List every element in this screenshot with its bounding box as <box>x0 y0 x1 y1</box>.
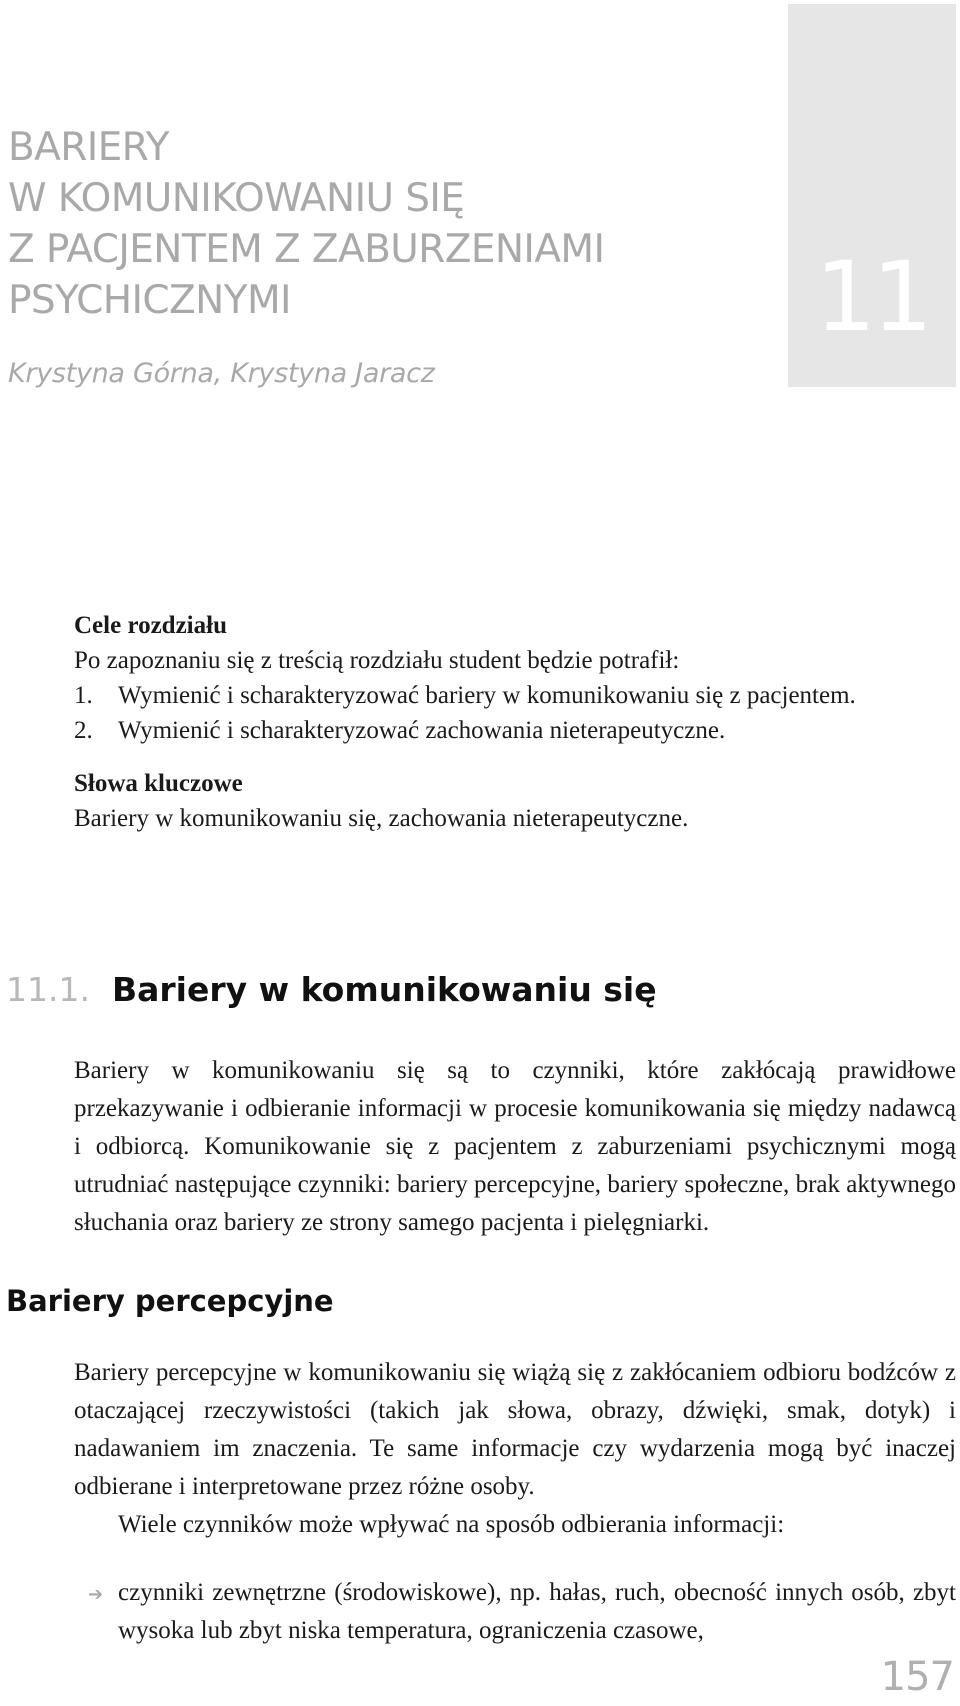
goal-number: 1. <box>74 682 93 709</box>
section-number: 11.1. <box>6 970 90 1009</box>
subsection-paragraph: Bariery percepcyjne w komunikowaniu się wiążą się z zakłócaniem odbioru bodźców z otaczającej rzeczywistości (takich jak słowa, obrazy, dźwięki, smak, dotyk) i nadawaniem im znaczenia. Te same informacje czy wydarzenia mogą być inaczej odbierane i interpretowane przez różne osoby. <box>74 1359 956 1500</box>
subsection-body <box>74 1354 956 1544</box>
chapter-authors: Krystyna Górna, Krystyna Jaracz <box>8 358 435 389</box>
chapter-title <box>8 122 768 326</box>
chapter-title-line: W KOMUNIKOWANIU SIĘ <box>8 176 465 221</box>
arrow-right-icon: ➔ <box>88 1584 104 1605</box>
chapter-number: 11 <box>814 241 930 353</box>
goal-item <box>74 678 934 713</box>
chapter-title-line: Z PACJENTEM Z ZABURZENIAMI <box>8 227 605 272</box>
goal-item <box>74 713 934 748</box>
page-number: 157 <box>880 1654 954 1700</box>
goal-number: 2. <box>74 717 93 744</box>
chapter-goals <box>74 608 934 836</box>
goals-heading: Cele rozdziału <box>74 612 227 639</box>
goal-text: Wymienić i scharakteryzować bariery w komunikowaniu się z pacjentem. <box>118 682 856 709</box>
subsection-heading: Bariery percepcyjne <box>6 1284 334 1318</box>
bullet-item <box>88 1574 956 1650</box>
chapter-title-line: PSYCHICZNYMI <box>8 278 291 323</box>
keywords-text: Bariery w komunikowaniu się, zachowania nieterapeutyczne. <box>74 805 689 832</box>
goal-text: Wymienić i scharakteryzować zachowania nieterapeutyczne. <box>118 717 726 744</box>
keywords-heading: Słowa kluczowe <box>74 770 243 797</box>
goals-intro: Po zapoznaniu się z treścią rozdziału student będzie potrafił: <box>74 647 680 674</box>
section-heading <box>6 970 657 1009</box>
bullet-text: czynniki zewnętrzne (środowiskowe), np. hałas, ruch, obecność innych osób, zbyt wysoka lub zbyt niska temperatura, ograniczenia czasowe, <box>118 1579 956 1644</box>
section-title: Bariery w komunikowaniu się <box>111 970 657 1009</box>
chapter-tab <box>788 4 956 387</box>
chapter-title-line: BARIERY <box>8 125 169 170</box>
section-paragraph: Bariery w komunikowaniu się są to czynniki, które zakłócają prawidłowe przekazywanie i odbieranie informacji w procesie komunikowania się między nadawcą i odbiorcą. Komunikowanie się z pacjentem z zaburzeniami psychicznymi mogą utrudniać następujące czynniki: bariery percepcyjne, bariery społeczne, brak aktywnego słuchania oraz bariery ze strony samego pacjenta i pielęgniarki. <box>74 1057 956 1236</box>
subsection-paragraph-2: Wiele czynników może wpływać na sposób odbierania informacji: <box>118 1511 785 1538</box>
